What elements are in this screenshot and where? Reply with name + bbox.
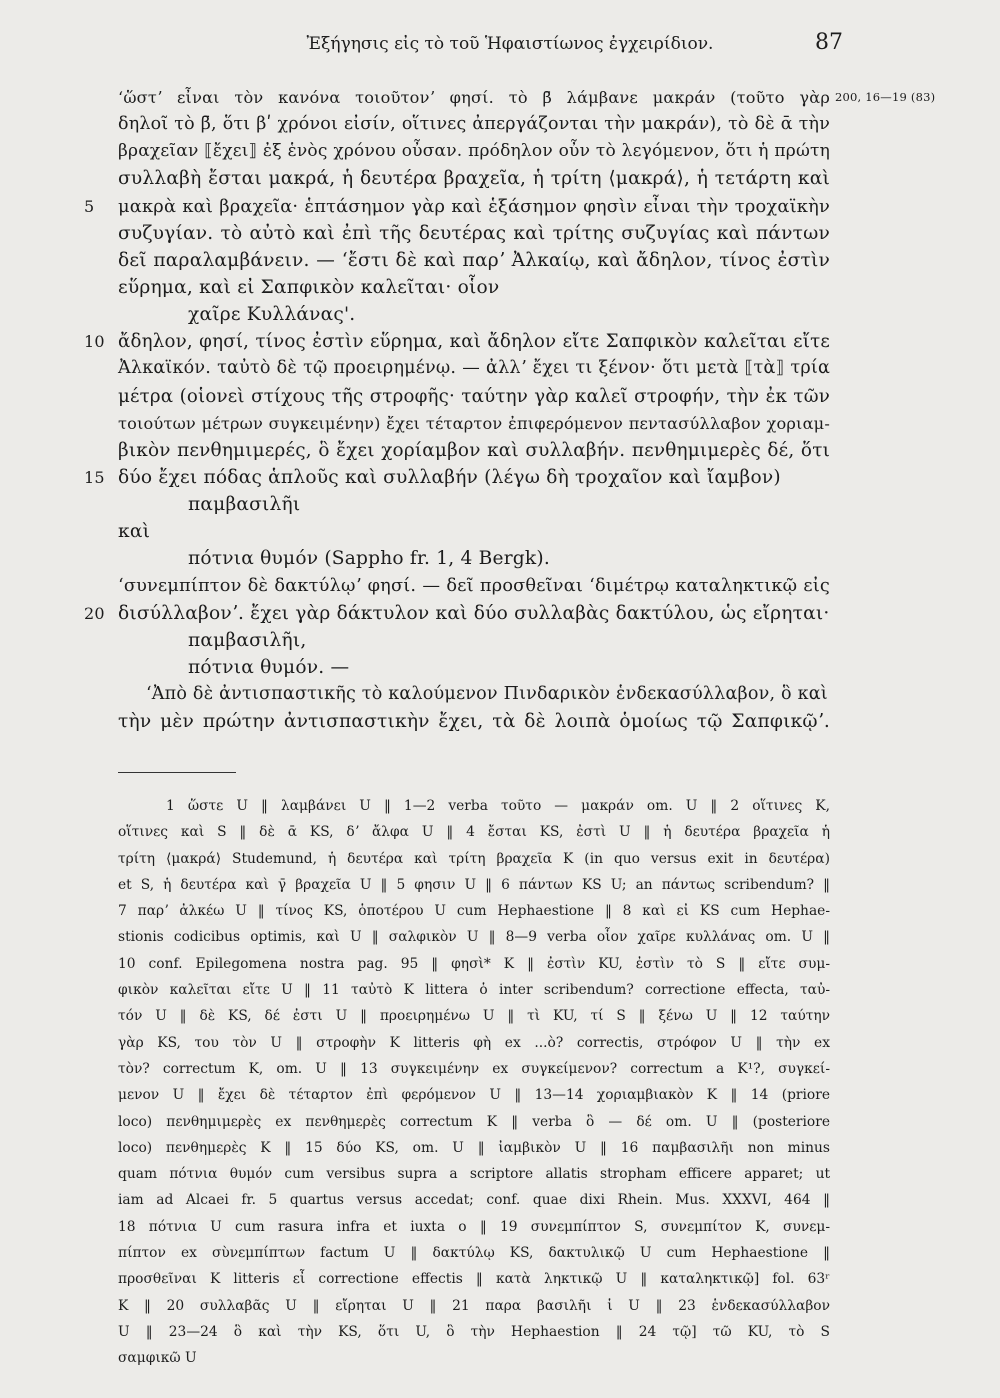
text-line <box>118 545 830 572</box>
main-text-block <box>84 84 936 735</box>
line-text: δύο ἔχει πόδας ἁπλοῦς καὶ συλλαβήν (λέγω δὴ τροχαῖον καὶ ἴαμβον) <box>118 466 781 488</box>
line-text: πότνια θυμόν (Sappho fr. 1, 4 Bergk). <box>188 548 550 570</box>
note-line: 10 conf. Epilegomena nostra pag. 95 ‖ φησὶ* K ‖ ἐστὶν KU, ἐστὶν τὸ S ‖ εἴτε συμ- <box>118 955 830 972</box>
line-text: δισύλλαβονʼ. ἔχει γὰρ δάκτυλον καὶ δύο συλλαβὰς δακτύλου, ὡς εἴρηται· <box>118 602 830 624</box>
text-line <box>118 274 830 301</box>
text-line <box>118 383 830 410</box>
line-text: βραχεῖαν ⟦ἔχει⟧ ἐξ ἑνὸς χρόνου οὖσαν. πρόδηλον οὖν τὸ λεγόμενον, ὅτι ἡ πρώτη <box>118 141 830 162</box>
line-text: παμβασιλῆι, <box>188 629 307 651</box>
text-line <box>118 410 830 437</box>
text-line <box>118 681 830 708</box>
line-text: τοιούτων μέτρων συγκειμένην) ἔχει τέταρτον ἐπιφερόμενον πεντασύλλαβον χοριαμ- <box>118 413 830 433</box>
text-line <box>118 708 830 735</box>
margin-reference: 200, 16—19 (83) <box>835 90 936 104</box>
note-line: U ‖ 23—24 ὃ καὶ τὴν KS, ὅτι U, ὃ τὴν Hephaestion ‖ 24 τῷ] τῶ KU, τὸ S <box>118 1323 830 1340</box>
note-line: μενον U ‖ ἔχει δὲ τέταρτον ἐπὶ φερόμενον U ‖ 13—14 χοριαμβιακὸν K ‖ 14 (priore <box>118 1087 830 1104</box>
line-text: μακρὰ καὶ βραχεῖα· ἑπτάσημον γὰρ καὶ ἑξάσημον φησὶν εἶναι τὴν τροχαϊκὴν <box>118 195 830 217</box>
line-text: μέτρα (οἱονεὶ στίχους τῆς στροφῆς· ταύτην γὰρ καλεῖ στροφήν, τὴν ἐκ τῶν <box>118 385 830 407</box>
line-number: 10 <box>84 332 105 352</box>
line-text: Ἀλκαϊκόν. ταὐτὸ δὲ τῷ προειρημένῳ. — ἀλλʼ ἔχει τι ξένον· ὅτι μετὰ ⟦τὰ⟧ τρία <box>118 358 830 379</box>
running-title: Ἐξήγησις εἰς τὸ τοῦ Ἡφαιστίωνος ἐγχειρίδιον. <box>306 34 714 54</box>
text-line <box>118 573 830 600</box>
line-text: χαῖρε Κυλλάνας'. <box>188 304 356 326</box>
line-text: καὶ <box>118 521 151 543</box>
text-line <box>118 220 830 247</box>
note-line: τρίτη ⟨μακρά⟩ Studemund, ἡ δευτέρα καὶ τρίτη βραχεῖα K (in quo versus exit in δευτέρα) <box>118 850 830 867</box>
line-text: ʻὥστʼ εἶναι τὸν κανόνα τοιοῦτονʼ φησί. τὸ β̄ λάμβανε μακράν (τοῦτο γὰρ <box>118 88 830 107</box>
text-line <box>118 355 830 382</box>
footnote-rule <box>118 772 236 773</box>
line-text: παμβασιλῆι <box>188 494 301 516</box>
text-line <box>84 328 830 355</box>
apparatus-criticus <box>118 793 830 1372</box>
note-line: 18 πότνια U cum rasura infra et iuxta ο ‖ 19 συνεμπίπτον S, συνεμπίτον K, συνεμ- <box>118 1218 830 1235</box>
line-text: τὴν μὲν πρώτην ἀντισπαστικὴν ἔχει, τὰ δὲ λοιπὰ ὁμοίως τῷ Σαπφικῷʼ. <box>118 711 830 733</box>
text-line <box>118 437 830 464</box>
note-line: iam ad Alcaei fr. 5 quartus versus accedat; conf. quae dixi Rhein. Mus. XXXVI, 464 ‖ <box>118 1192 830 1209</box>
note-line: σαμφικῶ U <box>118 1350 197 1367</box>
note-line: φικὸν καλεῖται εἴτε U ‖ 11 ταὐτὸ K littera ὁ inter scribendum? correctione effecta, ταὐ- <box>118 982 830 999</box>
line-text: δεῖ παραλαμβάνειν. — ʻἔστι δὲ καὶ παρʼ Ἀλκαίῳ, καὶ ἄδηλον, τίνος ἐστὶν <box>118 249 830 271</box>
text-line <box>118 518 830 545</box>
line-text: πότνια θυμόν. — <box>188 656 350 678</box>
text-line <box>84 193 830 220</box>
line-text: ʻσυνεμπίπτον δὲ δακτύλῳʼ φησί. — δεῖ προσθεῖναι ʻδιμέτρῳ καταληκτικῷ εἰς <box>118 575 830 596</box>
note-line: quam πότνια θυμόν cum versibus supra a scriptore allatis stropham efficere apparet; ut <box>118 1166 830 1183</box>
note-line: πίπτον ex σὺνεμπίπτων factum U ‖ δακτύλῳ KS, δακτυλικῷ U cum Hephaestione ‖ <box>118 1245 830 1262</box>
line-text: βικὸν πενθημιμερές, ὃ ἔχει χορίαμβον καὶ συλλαβήν. πενθημιμερὲς δέ, ὅτι <box>118 439 830 461</box>
line-text: εὕρημα, καὶ εἰ Σαπφικὸν καλεῖται· οἷον <box>118 276 500 298</box>
text-line <box>118 301 830 328</box>
text-line <box>118 165 830 192</box>
line-text: δηλοῖ τὸ β̄, ὅτι βʹ χρόνοι εἰσίν, οἵτινες ἀπεργάζονται τὴν μακράν), τὸ δὲ ᾱ τὴν <box>118 114 830 135</box>
note-line: et S, ἡ δευτέρα καὶ γ̄ βραχεῖα U ‖ 5 φησιν U ‖ 6 πάντων KS U; an πάντως scribendum? ‖ <box>118 876 830 893</box>
text-line <box>118 654 830 681</box>
text-line <box>118 111 830 138</box>
line-text: συλλαβὴ ἔσται μακρά, ἡ δευτέρα βραχεῖα, ἡ τρίτη ⟨μακρά⟩, ἡ τετάρτη καὶ <box>118 168 830 190</box>
line-number: 20 <box>84 603 105 623</box>
note-line: loco) πενθημιμερὲς ex πενθημερὲς correctum K ‖ verba ὃ — δέ om. U ‖ (posteriore <box>118 1113 830 1130</box>
note-line: οἵτινες καὶ S ‖ δὲ ᾱ KS, δʼ ἄλφα U ‖ 4 ἔσται KS, ἐστὶ U ‖ ἡ δευτέρα βραχεῖα ἡ <box>118 824 830 841</box>
note-line: K ‖ 20 συλλαβᾶς U ‖ εἴρηται U ‖ 21 παρα βασιλῆι ἱ U ‖ 23 ἑνδεκασύλλαβον <box>118 1297 830 1314</box>
note-line: 1 ὥστε U ‖ λαμβάνει U ‖ 1—2 verba τοῦτο — μακράν om. U ‖ 2 οἵτινες K, <box>166 798 830 814</box>
note-line: προσθεῖναι K litteris εἶ correctione effectis ‖ κατὰ ληκτικῷ U ‖ καταληκτικῷ] fol. 63ʳ <box>118 1271 830 1288</box>
note-line: 7 παρʼ ἀλκέω U ‖ τίνος KS, ὁποτέρου U cum Hephaestione ‖ 8 καὶ εἰ KS cum Hephae- <box>118 903 830 920</box>
page-number: 87 <box>815 30 843 55</box>
note-line: stionis codicibus optimis, καὶ U ‖ σαλφικὸν U ‖ 8—9 verba οἷον χαῖρε κυλλάνας om. U ‖ <box>118 929 830 946</box>
note-line: τόν U ‖ δὲ KS, δέ ἐστι U ‖ προειρημένω U ‖ τὶ KU, τί S ‖ ξένω U ‖ 12 ταύτην <box>118 1008 830 1025</box>
text-line <box>118 627 830 654</box>
line-text: ʻἈπὸ δὲ ἀντισπαστικῆς τὸ καλούμενον Πινδαρικὸν ἑνδεκασύλλαβον, ὃ καὶ <box>146 684 828 705</box>
text-line <box>118 84 936 111</box>
note-line: loco) πενθημερὲς K ‖ 15 δύο KS, om. U ‖ ἰαμβικὸν U ‖ 16 παμβασιλῆι non minus <box>118 1139 830 1156</box>
text-line <box>118 138 830 165</box>
line-text: ἄδηλον, φησί, τίνος ἐστὶν εὕρημα, καὶ ἄδηλον εἴτε Σαπφικὸν καλεῖται εἴτε <box>118 331 830 353</box>
text-line <box>84 464 830 491</box>
text-line <box>118 247 830 274</box>
text-line <box>84 600 830 627</box>
line-text: συζυγίαν. τὸ αὐτὸ καὶ ἐπὶ τῆς δευτέρας καὶ τρίτης συζυγίας καὶ πάντων <box>118 222 830 244</box>
text-line <box>118 491 830 518</box>
note-line: γὰρ KS, του τὸν U ‖ στροφὴν K litteris φὴ ex ...ὸ? correctis, στρόφον U ‖ τὴν ex <box>118 1034 830 1051</box>
line-number: 5 <box>84 196 95 216</box>
line-number: 15 <box>84 467 105 487</box>
note-line: τὸν? correctum K, om. U ‖ 13 συγκειμένην ex συγκείμενον? correctum a K¹?, συγκεί- <box>118 1060 830 1077</box>
